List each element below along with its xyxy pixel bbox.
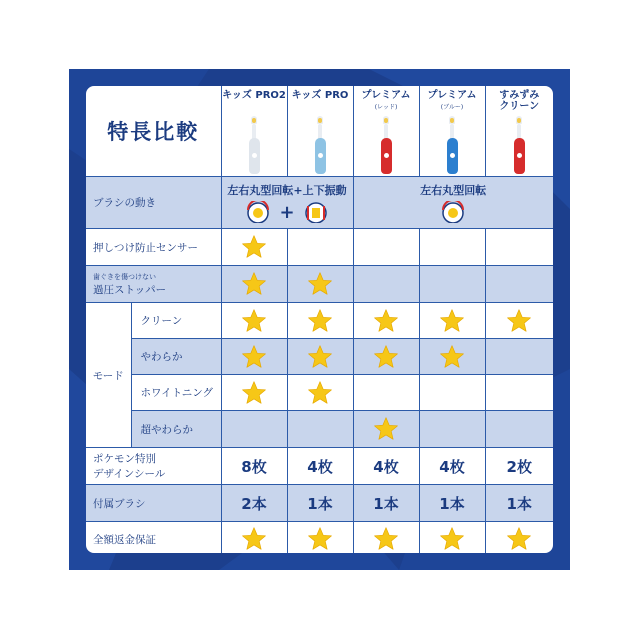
value-cell <box>287 266 353 303</box>
value-cell <box>353 339 419 375</box>
value-cell <box>221 266 287 303</box>
value-cell <box>353 522 419 554</box>
star-icon <box>307 380 333 406</box>
value-cell <box>485 303 553 339</box>
star-icon <box>373 308 399 334</box>
motion-pro <box>221 177 353 229</box>
row-label: 全額返金保証 <box>86 522 221 554</box>
row-mode-whitening <box>86 375 553 411</box>
star-icon <box>307 344 333 370</box>
toothbrush-image <box>486 116 554 176</box>
row-label-line1: ポケモン特別 <box>93 453 156 465</box>
star-icon <box>439 308 465 334</box>
star-icon <box>241 344 267 370</box>
value-cell <box>353 229 419 266</box>
star-icon <box>439 344 465 370</box>
product-name-text: プレミアム <box>427 90 477 101</box>
product-name-text: キッズ PRO <box>291 90 349 101</box>
value-cell <box>419 339 485 375</box>
value-cell <box>485 411 553 448</box>
mode-label: モード <box>86 303 131 448</box>
star-icon <box>307 271 333 297</box>
product-name-text: プレミアム <box>361 90 411 101</box>
motion-other-text: 左右丸型回転 <box>420 184 487 197</box>
row-overpressure <box>86 266 553 303</box>
product-sub: クリーン <box>499 101 540 112</box>
rotate-oscillate-icon <box>244 201 272 223</box>
product-name-text: キッズ PRO2 <box>222 90 286 101</box>
product-name-text: すみずみ <box>499 90 540 101</box>
row-mode-soft <box>86 339 553 375</box>
plus-sign: + <box>279 201 295 223</box>
value-cell: 1本 <box>485 485 553 522</box>
product-sub: (レッド) <box>374 104 398 111</box>
value-cell: 4枚 <box>287 448 353 485</box>
toothbrush-image <box>420 116 485 176</box>
product-name <box>288 86 353 114</box>
value-cell <box>353 375 419 411</box>
row-label-small: 歯ぐきを傷つけない <box>93 272 156 281</box>
page-title: 特長比較 <box>86 86 221 177</box>
value-cell <box>287 411 353 448</box>
value-cell: 1本 <box>353 485 419 522</box>
row-guarantee <box>86 522 553 554</box>
value-cell <box>485 266 553 303</box>
value-cell <box>287 522 353 554</box>
product-sumizumi-clean <box>485 86 553 177</box>
header-row <box>86 86 553 177</box>
row-pressure-sensor <box>86 229 553 266</box>
star-icon <box>506 308 532 334</box>
product-name <box>486 86 554 114</box>
value-cell <box>419 229 485 266</box>
row-label: ブラシの動き <box>86 177 221 229</box>
toothbrush-image <box>354 116 419 176</box>
row-mode-ultra-soft <box>86 411 553 448</box>
row-label-line2: デザインシール <box>93 468 166 480</box>
product-name <box>420 86 485 114</box>
value-cell <box>485 339 553 375</box>
pulse-icon <box>302 201 330 223</box>
value-cell <box>287 229 353 266</box>
value-cell: 2枚 <box>485 448 553 485</box>
row-brush-heads <box>86 485 553 522</box>
rotate-oscillate-icon <box>439 201 467 223</box>
star-icon <box>439 526 465 552</box>
value-cell <box>287 303 353 339</box>
value-cell <box>221 375 287 411</box>
value-cell <box>485 229 553 266</box>
row-label <box>86 448 221 485</box>
value-cell <box>419 411 485 448</box>
value-cell <box>287 339 353 375</box>
value-cell: 8枚 <box>221 448 287 485</box>
mode-sub-label: やわらか <box>131 339 221 375</box>
star-icon <box>373 416 399 442</box>
row-label: 押しつけ防止センサー <box>86 229 221 266</box>
value-cell <box>221 339 287 375</box>
value-cell: 1本 <box>419 485 485 522</box>
value-cell <box>221 303 287 339</box>
mode-sub-label: ホワイトニング <box>131 375 221 411</box>
value-cell: 1本 <box>287 485 353 522</box>
comparison-card <box>86 86 553 553</box>
product-premium-blue <box>419 86 485 177</box>
star-icon <box>506 526 532 552</box>
product-sub: (ブルー) <box>440 104 464 111</box>
star-icon <box>373 526 399 552</box>
star-icon <box>241 308 267 334</box>
value-cell: 4枚 <box>419 448 485 485</box>
motion-others <box>353 177 553 229</box>
value-cell <box>419 522 485 554</box>
value-cell: 2本 <box>221 485 287 522</box>
value-cell: 4枚 <box>353 448 419 485</box>
value-cell <box>221 411 287 448</box>
value-cell <box>419 303 485 339</box>
star-icon <box>373 344 399 370</box>
row-brush-motion <box>86 177 553 229</box>
product-name <box>354 86 419 114</box>
value-cell <box>221 522 287 554</box>
star-icon <box>241 526 267 552</box>
value-cell <box>353 266 419 303</box>
product-premium-red <box>353 86 419 177</box>
product-kids-pro <box>287 86 353 177</box>
product-kids-pro2 <box>221 86 287 177</box>
toothbrush-image <box>288 116 353 176</box>
star-icon <box>307 308 333 334</box>
value-cell <box>419 375 485 411</box>
row-mode-clean <box>86 303 553 339</box>
row-label-main: 過圧ストッパー <box>93 283 167 296</box>
star-icon <box>241 234 267 260</box>
mode-sub-label: クリーン <box>131 303 221 339</box>
row-label: 付属ブラシ <box>86 485 221 522</box>
value-cell <box>287 375 353 411</box>
value-cell <box>485 375 553 411</box>
value-cell <box>353 411 419 448</box>
value-cell <box>353 303 419 339</box>
comparison-table <box>86 86 553 553</box>
product-name <box>222 86 287 114</box>
mode-sub-label: 超やわらか <box>131 411 221 448</box>
value-cell <box>485 522 553 554</box>
star-icon <box>241 271 267 297</box>
star-icon <box>307 526 333 552</box>
toothbrush-image <box>222 116 287 176</box>
row-label <box>86 266 221 303</box>
row-pokemon-seal <box>86 448 553 485</box>
star-icon <box>241 380 267 406</box>
motion-pro-text: 左右丸型回転+上下振動 <box>227 184 347 197</box>
value-cell <box>419 266 485 303</box>
value-cell <box>221 229 287 266</box>
